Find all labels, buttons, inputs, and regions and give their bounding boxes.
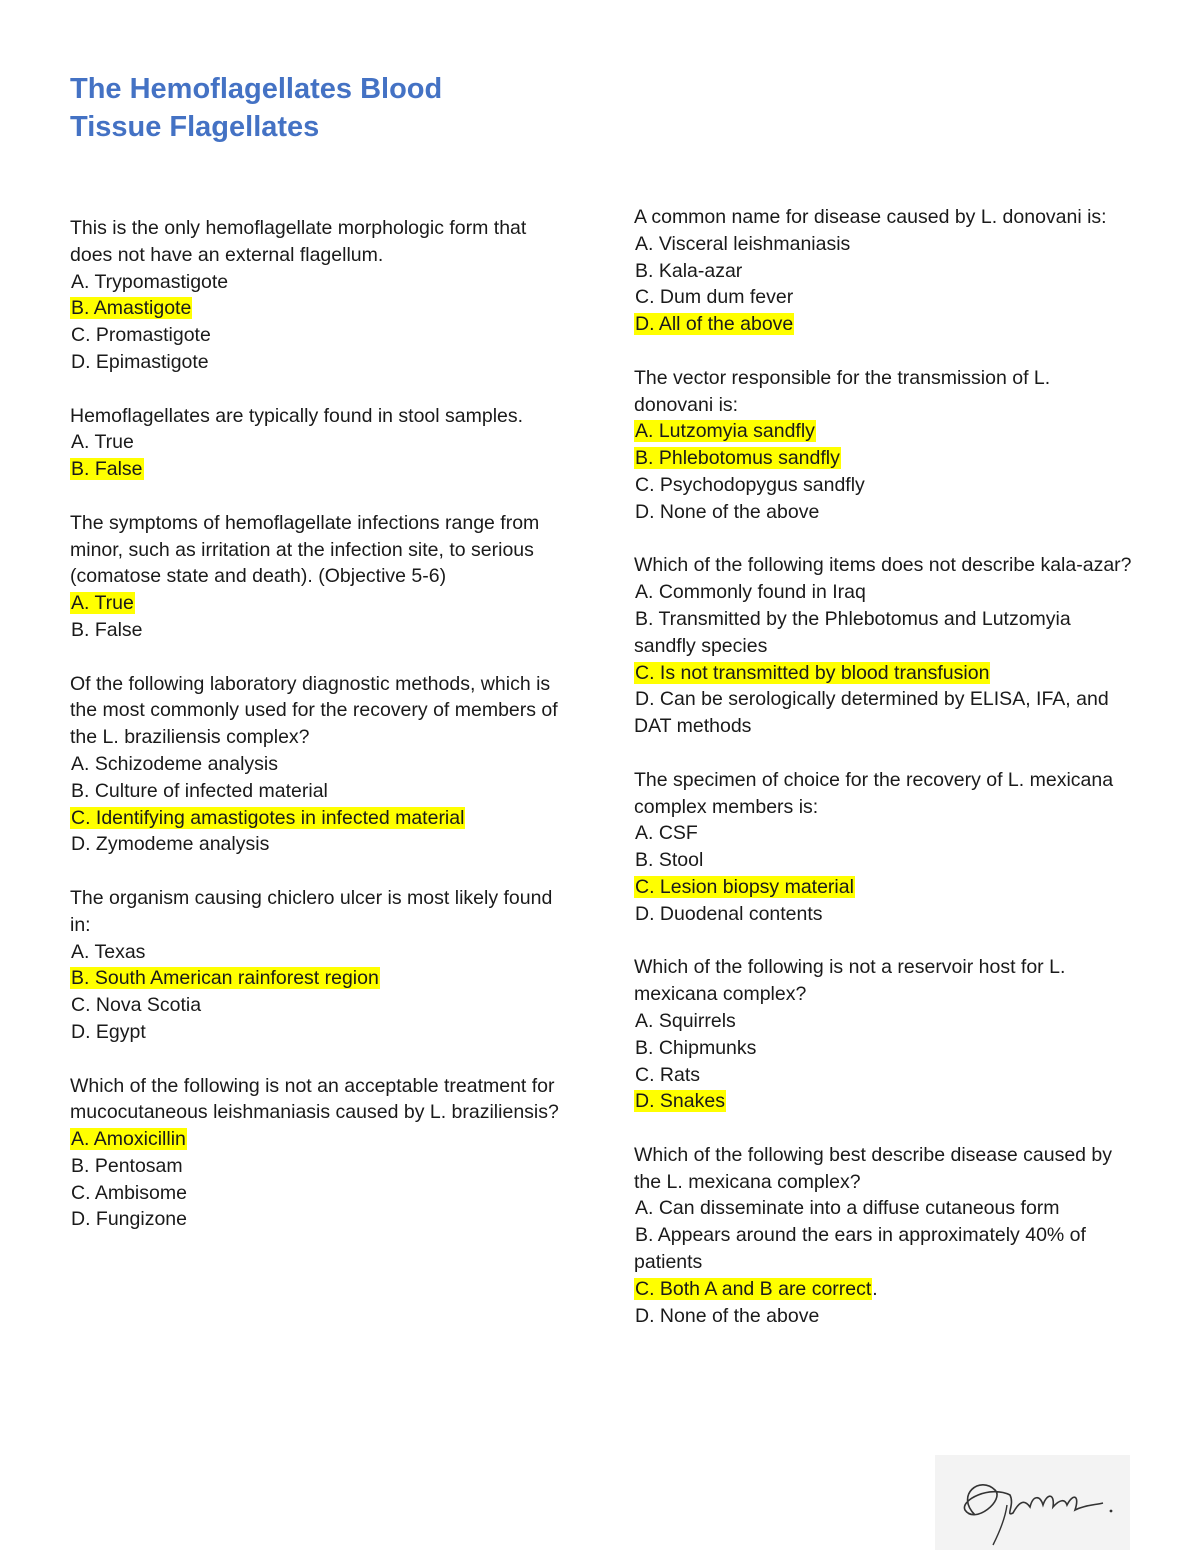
answer-option-text: B. Pentosam — [71, 1154, 183, 1177]
answer-option — [70, 1153, 570, 1180]
question-block — [634, 1142, 1134, 1330]
page-title — [70, 70, 442, 146]
answer-option — [634, 284, 1134, 311]
answer-option-highlighted — [634, 1276, 1134, 1303]
answer-option-text: C. Rats — [635, 1063, 701, 1086]
answer-option-text: D. Duodenal contents — [635, 902, 823, 925]
answer-option — [70, 269, 570, 296]
answer-option — [634, 1062, 1134, 1089]
question-block — [634, 204, 1134, 338]
answer-option-text: C. Dum dum fever — [635, 286, 794, 309]
answer-option-highlighted — [70, 590, 570, 617]
answer-option-text: C. Both A and B are correct — [635, 1277, 872, 1300]
answer-option-text: B. Phlebotomus sandfly — [635, 447, 840, 470]
answer-option-text: B. Amastigote — [71, 297, 192, 320]
answer-option-text: C. Psychodopygus sandfly — [635, 473, 865, 496]
left-column — [70, 215, 570, 1260]
question-block — [634, 954, 1134, 1115]
answer-option-text: B. Kala-azar — [635, 259, 743, 282]
answer-option-text: C. Promastigote — [71, 324, 211, 347]
answer-option-highlighted — [634, 311, 1134, 338]
answer-option-text: B. Stool — [635, 849, 704, 872]
answer-option-text: C. Nova Scotia — [71, 994, 202, 1017]
question-block — [70, 403, 570, 483]
question-stem: Which of the following best describe disease caused by the L. mexicana complex? — [634, 1143, 1113, 1193]
answer-option — [70, 751, 570, 778]
answer-option-text: B. Transmitted by the Phlebotomus and Lutzomyia sandfly species — [634, 607, 1071, 657]
answer-option-text: A. True — [71, 592, 134, 615]
answer-option — [634, 579, 1134, 606]
question-stem: The vector responsible for the transmission of L. donovani is: — [634, 366, 1051, 416]
answer-option — [70, 322, 570, 349]
question-stem: Hemoflagellates are typically found in stool samples. — [70, 404, 524, 427]
answer-option — [634, 1008, 1134, 1035]
answer-option-text: D. Snakes — [635, 1090, 725, 1113]
answer-option — [634, 901, 1134, 928]
answer-option — [70, 831, 570, 858]
question-block — [634, 767, 1134, 928]
answer-option-text: B. Culture of infected material — [71, 779, 328, 802]
question-stem: The symptoms of hemoflagellate infections range from minor, such as irritation at the infection site, to serious (comatose state and death). (Objective 5-6) — [70, 511, 540, 588]
answer-option — [70, 1206, 570, 1233]
answer-option-text: A. Visceral leishmaniasis — [635, 232, 851, 255]
answer-option — [70, 617, 570, 644]
answer-option-text: A. Commonly found in Iraq — [635, 581, 866, 604]
title-line-1: The Hemoflagellates Blood — [70, 73, 443, 105]
question-stem: Which of the following is not a reservoir host for L. mexicana complex? — [634, 956, 1066, 1006]
answer-option-text: D. All of the above — [635, 313, 794, 336]
answer-option — [70, 992, 570, 1019]
answer-option-highlighted — [634, 418, 1134, 445]
answer-option-text: D. None of the above — [635, 1304, 820, 1327]
answer-option-text: A. True — [71, 431, 134, 454]
answer-option-text: D. Zymodeme analysis — [71, 833, 270, 856]
answer-option-highlighted — [634, 1088, 1134, 1115]
answer-option-text: C. Identifying amastigotes in infected material — [71, 806, 465, 829]
answer-option-highlighted — [70, 456, 570, 483]
question-block — [70, 510, 570, 644]
question-stem: Of the following laboratory diagnostic methods, which is the most commonly used for the recovery of members of the L. braziliensis complex? — [70, 672, 558, 749]
answer-option-highlighted — [634, 874, 1134, 901]
answer-option — [70, 429, 570, 456]
answer-option-text: D. Can be serologically determined by ELISA, IFA, and DAT methods — [634, 688, 1109, 738]
signature-image — [935, 1455, 1130, 1550]
answer-option-suffix: . — [872, 1277, 878, 1300]
title-line-2: Tissue Flagellates — [70, 111, 320, 143]
question-block — [70, 215, 570, 376]
answer-option-text: B. False — [71, 458, 143, 481]
answer-option — [634, 1035, 1134, 1062]
right-column — [634, 204, 1134, 1356]
question-stem: The specimen of choice for the recovery of L. mexicana complex members is: — [634, 768, 1114, 818]
answer-option-text: B. Chipmunks — [635, 1036, 757, 1059]
answer-option — [634, 686, 1134, 740]
answer-option — [634, 1222, 1134, 1276]
answer-option — [634, 1303, 1134, 1330]
answer-option-highlighted — [70, 1126, 570, 1153]
answer-option — [634, 820, 1134, 847]
answer-option — [70, 939, 570, 966]
answer-option — [634, 606, 1134, 660]
answer-option — [70, 1019, 570, 1046]
answer-option-highlighted — [70, 295, 570, 322]
answer-option-text: A. Texas — [71, 940, 146, 963]
answer-option — [634, 499, 1134, 526]
answer-option-text: A. Can disseminate into a diffuse cutaneous form — [635, 1197, 1060, 1220]
question-stem: A common name for disease caused by L. donovani is: — [634, 206, 1107, 228]
answer-option-text: A. CSF — [635, 822, 698, 845]
answer-option-text: B. False — [71, 618, 143, 641]
answer-option-text: A. Amoxicillin — [71, 1128, 186, 1151]
answer-option — [70, 778, 570, 805]
question-block — [634, 552, 1134, 740]
answer-option-text: B. South American rainforest region — [71, 967, 379, 990]
answer-option-text: A. Trypomastigote — [71, 270, 229, 293]
question-stem: Which of the following items does not describe kala-azar? — [634, 554, 1132, 577]
question-block — [70, 885, 570, 1046]
answer-option-text: C. Is not transmitted by blood transfusion — [635, 661, 990, 684]
answer-option — [70, 349, 570, 376]
answer-option-highlighted — [70, 805, 570, 832]
question-stem: Which of the following is not an acceptable treatment for mucocutaneous leishmaniasis caused by L. braziliensis? — [70, 1074, 559, 1124]
signature-mark — [935, 1455, 1130, 1550]
answer-option-highlighted — [70, 965, 570, 992]
answer-option-text: D. None of the above — [635, 500, 820, 523]
question-block — [70, 671, 570, 859]
answer-option-text: D. Egypt — [71, 1020, 146, 1043]
answer-option — [634, 1195, 1134, 1222]
question-block — [70, 1073, 570, 1234]
answer-option — [634, 231, 1134, 258]
answer-option — [634, 472, 1134, 499]
answer-option-text: A. Squirrels — [635, 1009, 736, 1032]
answer-option-text: A. Schizodeme analysis — [71, 752, 279, 775]
answer-option — [634, 847, 1134, 874]
answer-option-text: B. Appears around the ears in approximately 40% of patients — [634, 1224, 1086, 1274]
answer-option-text: C. Ambisome — [71, 1181, 187, 1204]
answer-option — [634, 258, 1134, 285]
answer-option-text: D. Epimastigote — [71, 350, 209, 373]
answer-option-text: A. Lutzomyia sandfly — [635, 420, 815, 443]
answer-option-text: D. Fungizone — [71, 1208, 187, 1231]
answer-option-highlighted — [634, 660, 1134, 687]
question-block — [634, 365, 1134, 526]
answer-option-highlighted — [634, 445, 1134, 472]
question-stem: The organism causing chiclero ulcer is most likely found in: — [70, 886, 553, 936]
answer-option — [70, 1180, 570, 1207]
answer-option-text: C. Lesion biopsy material — [635, 875, 854, 898]
question-stem: This is the only hemoflagellate morphologic form that does not have an external flagellum. — [70, 217, 527, 266]
